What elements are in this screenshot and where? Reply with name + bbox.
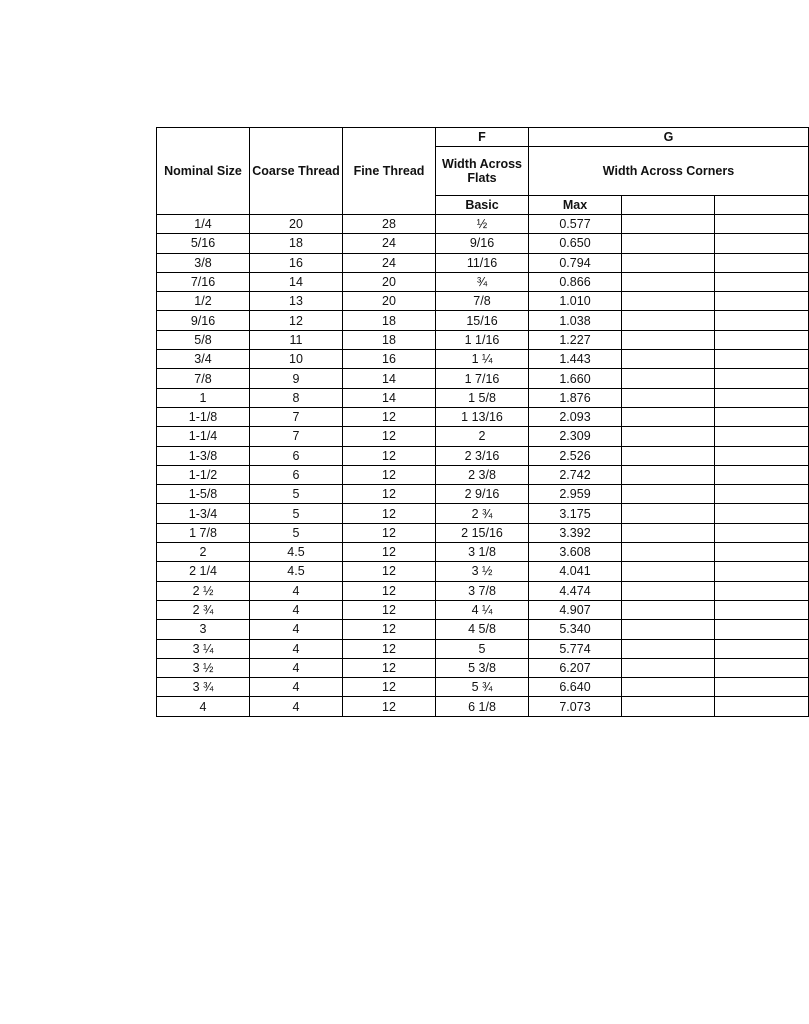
cell-blank bbox=[622, 388, 715, 407]
cell-blank bbox=[622, 504, 715, 523]
cell-coarse-thread: 7 bbox=[250, 407, 343, 426]
cell-width-across-flats: 3 1/8 bbox=[436, 543, 529, 562]
cell-blank bbox=[622, 620, 715, 639]
cell-blank bbox=[622, 543, 715, 562]
cell-nominal-size: 3 ½ bbox=[157, 658, 250, 677]
cell-blank bbox=[622, 234, 715, 253]
cell-blank bbox=[715, 427, 809, 446]
cell-width-across-flats: 2 3/8 bbox=[436, 465, 529, 484]
cell-nominal-size: 2 ½ bbox=[157, 581, 250, 600]
cell-blank bbox=[715, 543, 809, 562]
cell-blank bbox=[622, 446, 715, 465]
cell-fine-thread: 18 bbox=[343, 330, 436, 349]
cell-coarse-thread: 16 bbox=[250, 253, 343, 272]
cell-coarse-thread: 4 bbox=[250, 620, 343, 639]
cell-blank bbox=[715, 620, 809, 639]
cell-width-across-corners-max: 2.742 bbox=[529, 465, 622, 484]
cell-blank bbox=[715, 562, 809, 581]
cell-blank bbox=[715, 678, 809, 697]
table-row bbox=[157, 465, 809, 484]
cell-width-across-flats: 11/16 bbox=[436, 253, 529, 272]
header-max: Max bbox=[529, 196, 622, 215]
cell-width-across-corners-max: 2.093 bbox=[529, 407, 622, 426]
cell-blank bbox=[622, 427, 715, 446]
cell-coarse-thread: 4 bbox=[250, 639, 343, 658]
cell-nominal-size: 4 bbox=[157, 697, 250, 716]
header-width-across-corners: Width Across Corners bbox=[529, 147, 809, 196]
cell-nominal-size: 1-5/8 bbox=[157, 485, 250, 504]
cell-blank bbox=[622, 658, 715, 677]
cell-width-across-corners-max: 0.866 bbox=[529, 272, 622, 291]
cell-width-across-corners-max: 5.774 bbox=[529, 639, 622, 658]
table-row bbox=[157, 311, 809, 330]
cell-width-across-corners-max: 2.309 bbox=[529, 427, 622, 446]
cell-fine-thread: 16 bbox=[343, 350, 436, 369]
cell-fine-thread: 12 bbox=[343, 600, 436, 619]
cell-fine-thread: 28 bbox=[343, 215, 436, 234]
cell-nominal-size: 5/8 bbox=[157, 330, 250, 349]
cell-fine-thread: 12 bbox=[343, 543, 436, 562]
cell-width-across-flats: 2 9/16 bbox=[436, 485, 529, 504]
table-row bbox=[157, 234, 809, 253]
cell-width-across-corners-max: 1.660 bbox=[529, 369, 622, 388]
cell-nominal-size: 1-1/2 bbox=[157, 465, 250, 484]
cell-blank bbox=[715, 600, 809, 619]
cell-nominal-size: 2 ¾ bbox=[157, 600, 250, 619]
cell-coarse-thread: 12 bbox=[250, 311, 343, 330]
cell-width-across-flats: 1 7/16 bbox=[436, 369, 529, 388]
table-row bbox=[157, 697, 809, 716]
cell-blank bbox=[622, 678, 715, 697]
header-coarse-thread: Coarse Thread bbox=[250, 128, 343, 215]
cell-fine-thread: 12 bbox=[343, 523, 436, 542]
cell-width-across-corners-max: 1.443 bbox=[529, 350, 622, 369]
cell-width-across-corners-max: 3.392 bbox=[529, 523, 622, 542]
table-row bbox=[157, 678, 809, 697]
cell-blank bbox=[715, 658, 809, 677]
header-blank bbox=[622, 196, 715, 215]
cell-nominal-size: 1-3/4 bbox=[157, 504, 250, 523]
table-row bbox=[157, 639, 809, 658]
cell-fine-thread: 24 bbox=[343, 253, 436, 272]
cell-blank bbox=[715, 697, 809, 716]
cell-coarse-thread: 4 bbox=[250, 697, 343, 716]
cell-fine-thread: 12 bbox=[343, 427, 436, 446]
cell-nominal-size: 9/16 bbox=[157, 311, 250, 330]
table-row bbox=[157, 485, 809, 504]
cell-width-across-flats: 15/16 bbox=[436, 311, 529, 330]
table-row bbox=[157, 581, 809, 600]
cell-fine-thread: 20 bbox=[343, 292, 436, 311]
cell-width-across-corners-max: 6.640 bbox=[529, 678, 622, 697]
cell-fine-thread: 12 bbox=[343, 504, 436, 523]
header-group-f: F bbox=[436, 128, 529, 147]
cell-blank bbox=[715, 253, 809, 272]
thread-size-table bbox=[156, 127, 809, 717]
cell-coarse-thread: 4.5 bbox=[250, 562, 343, 581]
cell-nominal-size: 1-3/8 bbox=[157, 446, 250, 465]
header-width-across-flats: Width Across Flats bbox=[436, 147, 529, 196]
table-row bbox=[157, 253, 809, 272]
cell-blank bbox=[622, 350, 715, 369]
table-row bbox=[157, 427, 809, 446]
cell-blank bbox=[715, 292, 809, 311]
cell-width-across-corners-max: 0.794 bbox=[529, 253, 622, 272]
cell-blank bbox=[622, 330, 715, 349]
cell-blank bbox=[622, 369, 715, 388]
table-header bbox=[157, 128, 809, 215]
cell-nominal-size: 1/2 bbox=[157, 292, 250, 311]
cell-nominal-size: 3/8 bbox=[157, 253, 250, 272]
cell-width-across-flats: 1 ¼ bbox=[436, 350, 529, 369]
cell-width-across-corners-max: 2.959 bbox=[529, 485, 622, 504]
cell-nominal-size: 7/16 bbox=[157, 272, 250, 291]
cell-blank bbox=[622, 253, 715, 272]
cell-coarse-thread: 5 bbox=[250, 523, 343, 542]
cell-fine-thread: 12 bbox=[343, 446, 436, 465]
cell-width-across-flats: 4 ¼ bbox=[436, 600, 529, 619]
cell-blank bbox=[622, 292, 715, 311]
cell-blank bbox=[622, 272, 715, 291]
cell-blank bbox=[715, 639, 809, 658]
cell-blank bbox=[715, 504, 809, 523]
spreadsheet-viewport bbox=[156, 127, 735, 721]
cell-blank bbox=[622, 407, 715, 426]
cell-fine-thread: 12 bbox=[343, 658, 436, 677]
cell-blank bbox=[622, 639, 715, 658]
cell-nominal-size: 1/4 bbox=[157, 215, 250, 234]
cell-nominal-size: 2 bbox=[157, 543, 250, 562]
cell-coarse-thread: 4 bbox=[250, 658, 343, 677]
header-basic: Basic bbox=[436, 196, 529, 215]
cell-width-across-corners-max: 6.207 bbox=[529, 658, 622, 677]
table-body bbox=[157, 215, 809, 717]
cell-width-across-flats: 6 1/8 bbox=[436, 697, 529, 716]
cell-nominal-size: 2 1/4 bbox=[157, 562, 250, 581]
cell-width-across-flats: 5 ¾ bbox=[436, 678, 529, 697]
cell-width-across-flats: 1 1/16 bbox=[436, 330, 529, 349]
cell-fine-thread: 24 bbox=[343, 234, 436, 253]
cell-blank bbox=[715, 311, 809, 330]
cell-width-across-flats: 4 5/8 bbox=[436, 620, 529, 639]
cell-blank bbox=[622, 697, 715, 716]
cell-width-across-flats: 2 bbox=[436, 427, 529, 446]
cell-blank bbox=[715, 465, 809, 484]
cell-blank bbox=[622, 485, 715, 504]
cell-width-across-corners-max: 1.876 bbox=[529, 388, 622, 407]
header-nominal-size: Nominal Size bbox=[157, 128, 250, 215]
table-row bbox=[157, 215, 809, 234]
cell-coarse-thread: 4 bbox=[250, 678, 343, 697]
cell-blank bbox=[715, 272, 809, 291]
table-row bbox=[157, 620, 809, 639]
cell-coarse-thread: 8 bbox=[250, 388, 343, 407]
table-row bbox=[157, 600, 809, 619]
table-row bbox=[157, 523, 809, 542]
cell-blank bbox=[715, 407, 809, 426]
cell-nominal-size: 5/16 bbox=[157, 234, 250, 253]
table-row bbox=[157, 330, 809, 349]
cell-nominal-size: 1 bbox=[157, 388, 250, 407]
cell-width-across-corners-max: 4.041 bbox=[529, 562, 622, 581]
cell-width-across-corners-max: 3.175 bbox=[529, 504, 622, 523]
cell-width-across-flats: 5 3/8 bbox=[436, 658, 529, 677]
table-row bbox=[157, 504, 809, 523]
cell-blank bbox=[715, 234, 809, 253]
cell-width-across-corners-max: 0.577 bbox=[529, 215, 622, 234]
cell-fine-thread: 20 bbox=[343, 272, 436, 291]
cell-width-across-corners-max: 3.608 bbox=[529, 543, 622, 562]
cell-blank bbox=[622, 465, 715, 484]
cell-coarse-thread: 6 bbox=[250, 465, 343, 484]
cell-fine-thread: 12 bbox=[343, 678, 436, 697]
cell-nominal-size: 3 bbox=[157, 620, 250, 639]
cell-fine-thread: 12 bbox=[343, 562, 436, 581]
table-row bbox=[157, 446, 809, 465]
cell-blank bbox=[622, 311, 715, 330]
cell-coarse-thread: 14 bbox=[250, 272, 343, 291]
cell-nominal-size: 1-1/8 bbox=[157, 407, 250, 426]
cell-fine-thread: 12 bbox=[343, 465, 436, 484]
cell-width-across-corners-max: 1.010 bbox=[529, 292, 622, 311]
cell-blank bbox=[715, 388, 809, 407]
cell-nominal-size: 3 ¾ bbox=[157, 678, 250, 697]
table-row bbox=[157, 658, 809, 677]
cell-coarse-thread: 11 bbox=[250, 330, 343, 349]
cell-nominal-size: 1 7/8 bbox=[157, 523, 250, 542]
cell-width-across-flats: 7/8 bbox=[436, 292, 529, 311]
cell-blank bbox=[715, 330, 809, 349]
cell-fine-thread: 14 bbox=[343, 369, 436, 388]
cell-width-across-corners-max: 4.907 bbox=[529, 600, 622, 619]
table-row bbox=[157, 292, 809, 311]
cell-coarse-thread: 7 bbox=[250, 427, 343, 446]
cell-coarse-thread: 4.5 bbox=[250, 543, 343, 562]
cell-width-across-corners-max: 1.227 bbox=[529, 330, 622, 349]
cell-width-across-flats: ½ bbox=[436, 215, 529, 234]
cell-blank bbox=[715, 369, 809, 388]
cell-width-across-flats: 1 13/16 bbox=[436, 407, 529, 426]
cell-blank bbox=[715, 581, 809, 600]
cell-width-across-corners-max: 5.340 bbox=[529, 620, 622, 639]
table-row bbox=[157, 543, 809, 562]
cell-coarse-thread: 4 bbox=[250, 581, 343, 600]
cell-nominal-size: 3 ¼ bbox=[157, 639, 250, 658]
table-row bbox=[157, 388, 809, 407]
header-blank bbox=[715, 196, 809, 215]
cell-fine-thread: 14 bbox=[343, 388, 436, 407]
cell-coarse-thread: 18 bbox=[250, 234, 343, 253]
header-fine-thread: Fine Thread bbox=[343, 128, 436, 215]
cell-width-across-corners-max: 2.526 bbox=[529, 446, 622, 465]
cell-blank bbox=[622, 600, 715, 619]
cell-blank bbox=[715, 350, 809, 369]
cell-width-across-corners-max: 0.650 bbox=[529, 234, 622, 253]
cell-nominal-size: 3/4 bbox=[157, 350, 250, 369]
cell-coarse-thread: 5 bbox=[250, 504, 343, 523]
cell-fine-thread: 12 bbox=[343, 485, 436, 504]
cell-width-across-flats: ¾ bbox=[436, 272, 529, 291]
table-row bbox=[157, 369, 809, 388]
cell-width-across-corners-max: 1.038 bbox=[529, 311, 622, 330]
cell-width-across-flats: 5 bbox=[436, 639, 529, 658]
cell-coarse-thread: 13 bbox=[250, 292, 343, 311]
table-row bbox=[157, 407, 809, 426]
cell-blank bbox=[622, 215, 715, 234]
cell-coarse-thread: 9 bbox=[250, 369, 343, 388]
cell-width-across-flats: 3 7/8 bbox=[436, 581, 529, 600]
table-row bbox=[157, 350, 809, 369]
cell-width-across-corners-max: 4.474 bbox=[529, 581, 622, 600]
cell-coarse-thread: 6 bbox=[250, 446, 343, 465]
cell-blank bbox=[622, 523, 715, 542]
cell-blank bbox=[715, 485, 809, 504]
cell-width-across-flats: 2 ¾ bbox=[436, 504, 529, 523]
table-row bbox=[157, 562, 809, 581]
cell-coarse-thread: 4 bbox=[250, 600, 343, 619]
cell-fine-thread: 18 bbox=[343, 311, 436, 330]
cell-fine-thread: 12 bbox=[343, 407, 436, 426]
cell-blank bbox=[622, 581, 715, 600]
table-row bbox=[157, 272, 809, 291]
cell-fine-thread: 12 bbox=[343, 581, 436, 600]
cell-blank bbox=[622, 562, 715, 581]
cell-nominal-size: 1-1/4 bbox=[157, 427, 250, 446]
cell-coarse-thread: 10 bbox=[250, 350, 343, 369]
cell-fine-thread: 12 bbox=[343, 697, 436, 716]
cell-width-across-flats: 2 15/16 bbox=[436, 523, 529, 542]
cell-width-across-flats: 1 5/8 bbox=[436, 388, 529, 407]
cell-blank bbox=[715, 215, 809, 234]
cell-nominal-size: 7/8 bbox=[157, 369, 250, 388]
header-group-g: G bbox=[529, 128, 809, 147]
cell-width-across-flats: 3 ½ bbox=[436, 562, 529, 581]
cell-width-across-flats: 9/16 bbox=[436, 234, 529, 253]
cell-width-across-corners-max: 7.073 bbox=[529, 697, 622, 716]
cell-coarse-thread: 20 bbox=[250, 215, 343, 234]
cell-coarse-thread: 5 bbox=[250, 485, 343, 504]
cell-fine-thread: 12 bbox=[343, 639, 436, 658]
cell-fine-thread: 12 bbox=[343, 620, 436, 639]
cell-blank bbox=[715, 446, 809, 465]
cell-blank bbox=[715, 523, 809, 542]
cell-width-across-flats: 2 3/16 bbox=[436, 446, 529, 465]
